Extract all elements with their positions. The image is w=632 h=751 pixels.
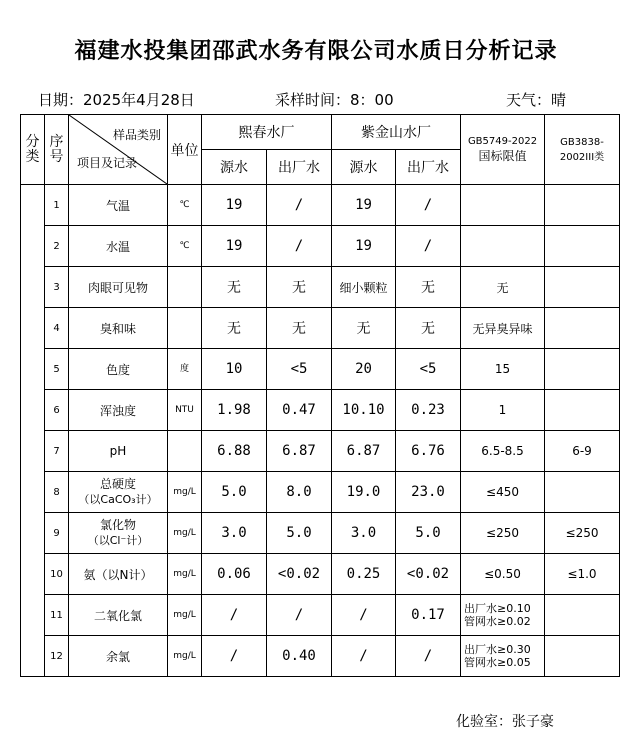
p2-raw-cell: 3.0 bbox=[332, 513, 396, 554]
seq-cell: 6 bbox=[45, 390, 69, 431]
unit-cell: mg/L bbox=[168, 554, 202, 595]
std1-cell: ≤250 bbox=[461, 513, 545, 554]
item-cell: 气温 bbox=[69, 185, 168, 226]
seq-cell: 9 bbox=[45, 513, 69, 554]
table-row bbox=[21, 390, 620, 431]
header-p1-out: 出厂水 bbox=[267, 150, 332, 185]
p1-raw-cell: 无 bbox=[202, 308, 267, 349]
header-category-text: 分类 bbox=[25, 133, 40, 165]
std1-cell: 无异臭异味 bbox=[461, 308, 545, 349]
header-seq bbox=[45, 115, 69, 185]
header-p1-raw: 源水 bbox=[202, 150, 267, 185]
p1-raw-cell: 1.98 bbox=[202, 390, 267, 431]
item-cell: 氨（以N计） bbox=[69, 554, 168, 595]
std2-cell: ≤250 bbox=[545, 513, 620, 554]
item-cell: 色度 bbox=[69, 349, 168, 390]
unit-cell: 度 bbox=[168, 349, 202, 390]
p2-raw-cell: 细小颗粒 bbox=[332, 267, 396, 308]
item-cell: 水温 bbox=[69, 226, 168, 267]
header-unit: 单位 bbox=[168, 115, 202, 185]
unit-cell: mg/L bbox=[168, 472, 202, 513]
p1-out-cell: 无 bbox=[267, 267, 332, 308]
p2-out-cell: 0.23 bbox=[396, 390, 461, 431]
p2-raw-cell: 10.10 bbox=[332, 390, 396, 431]
p2-out-cell: <5 bbox=[396, 349, 461, 390]
p2-raw-cell: 20 bbox=[332, 349, 396, 390]
p1-out-cell: / bbox=[267, 595, 332, 636]
water-quality-table bbox=[20, 114, 620, 677]
p1-raw-cell: 19 bbox=[202, 226, 267, 267]
seq-cell: 4 bbox=[45, 308, 69, 349]
std2-cell: 6-9 bbox=[545, 431, 620, 472]
std2-cell bbox=[545, 636, 620, 677]
table-row bbox=[21, 554, 620, 595]
std1-line-network: 管网水≥0.02 bbox=[464, 615, 531, 628]
p1-out-cell: 0.47 bbox=[267, 390, 332, 431]
category-cell bbox=[21, 185, 45, 677]
unit-cell: ℃ bbox=[168, 185, 202, 226]
header-p2-raw: 源水 bbox=[332, 150, 396, 185]
std1-cell: ≤0.50 bbox=[461, 554, 545, 595]
header-std1-line2: 国标限值 bbox=[478, 148, 527, 163]
p2-raw-cell: 19 bbox=[332, 226, 396, 267]
table-row bbox=[21, 595, 620, 636]
std2-cell bbox=[545, 185, 620, 226]
diag-bottom-label: 项目及记录 bbox=[77, 156, 138, 170]
p2-out-cell: / bbox=[396, 636, 461, 677]
unit-cell: NTU bbox=[168, 390, 202, 431]
item-basis: （以CaCO₃计） bbox=[78, 493, 158, 506]
item-cell: 肉眼可见物 bbox=[69, 267, 168, 308]
date-label: 日期：2025年4月28日 bbox=[38, 91, 195, 109]
header-p2-out: 出厂水 bbox=[396, 150, 461, 185]
p1-raw-cell: 5.0 bbox=[202, 472, 267, 513]
p1-raw-cell: 10 bbox=[202, 349, 267, 390]
p2-raw-cell: / bbox=[332, 595, 396, 636]
std1-cell: 15 bbox=[461, 349, 545, 390]
std1-line-plant: 出厂水≥0.30 bbox=[464, 643, 531, 656]
p1-out-cell: <0.02 bbox=[267, 554, 332, 595]
std1-cell: 无 bbox=[461, 267, 545, 308]
header-plant1: 熙春水厂 bbox=[202, 115, 332, 150]
p2-out-cell: 0.17 bbox=[396, 595, 461, 636]
header-std1 bbox=[461, 115, 545, 185]
p2-out-cell: 无 bbox=[396, 308, 461, 349]
seq-cell: 2 bbox=[45, 226, 69, 267]
p1-out-cell: 5.0 bbox=[267, 513, 332, 554]
header-row-1 bbox=[21, 115, 620, 150]
unit-cell: mg/L bbox=[168, 636, 202, 677]
std2-cell bbox=[545, 267, 620, 308]
table-row bbox=[21, 431, 620, 472]
unit-cell: mg/L bbox=[168, 595, 202, 636]
item-cell: 浑浊度 bbox=[69, 390, 168, 431]
std1-line-plant: 出厂水≥0.10 bbox=[464, 602, 531, 615]
seq-cell: 1 bbox=[45, 185, 69, 226]
p1-out-cell: 6.87 bbox=[267, 431, 332, 472]
std1-cell: ≤450 bbox=[461, 472, 545, 513]
page-title: 福建水投集团邵武水务有限公司水质日分析记录 bbox=[74, 39, 558, 64]
p1-raw-cell: 0.06 bbox=[202, 554, 267, 595]
p2-raw-cell: / bbox=[332, 636, 396, 677]
p2-out-cell: <0.02 bbox=[396, 554, 461, 595]
p1-out-cell: <5 bbox=[267, 349, 332, 390]
table-row bbox=[21, 226, 620, 267]
table-row bbox=[21, 267, 620, 308]
p1-out-cell: 8.0 bbox=[267, 472, 332, 513]
item-cell: pH bbox=[69, 431, 168, 472]
std2-cell bbox=[545, 308, 620, 349]
header-seq-text: 序号 bbox=[49, 133, 64, 165]
p2-raw-cell: 19 bbox=[332, 185, 396, 226]
p1-raw-cell: / bbox=[202, 636, 267, 677]
std1-cell bbox=[461, 185, 545, 226]
table-row bbox=[21, 636, 620, 677]
p1-raw-cell: 3.0 bbox=[202, 513, 267, 554]
p1-out-cell: 无 bbox=[267, 308, 332, 349]
header-std2-line2: 2002III类 bbox=[559, 151, 605, 163]
item-name: 氯化物 bbox=[99, 518, 136, 532]
header-diagonal-cell bbox=[69, 115, 168, 185]
header-std2 bbox=[545, 115, 620, 185]
p2-out-cell: / bbox=[396, 226, 461, 267]
std1-cell: 6.5-8.5 bbox=[461, 431, 545, 472]
std1-cell bbox=[461, 226, 545, 267]
std2-cell bbox=[545, 226, 620, 267]
std1-cell bbox=[461, 595, 545, 636]
item-cell: 二氧化氯 bbox=[69, 595, 168, 636]
std2-cell: ≤1.0 bbox=[545, 554, 620, 595]
seq-cell: 11 bbox=[45, 595, 69, 636]
p1-out-cell: / bbox=[267, 185, 332, 226]
unit-cell: mg/L bbox=[168, 513, 202, 554]
diag-top-label: 样品类别 bbox=[112, 128, 161, 142]
p2-raw-cell: 无 bbox=[332, 308, 396, 349]
std1-cell: 1 bbox=[461, 390, 545, 431]
seq-cell: 10 bbox=[45, 554, 69, 595]
seq-cell: 5 bbox=[45, 349, 69, 390]
header-std1-line1: GB5749-2022 bbox=[467, 135, 538, 147]
item-cell: 余氯 bbox=[69, 636, 168, 677]
item-cell: 臭和味 bbox=[69, 308, 168, 349]
std2-cell bbox=[545, 595, 620, 636]
p1-out-cell: / bbox=[267, 226, 332, 267]
header-plant2: 紫金山水厂 bbox=[332, 115, 461, 150]
table-row bbox=[21, 349, 620, 390]
unit-cell bbox=[168, 308, 202, 349]
table-row bbox=[21, 472, 620, 513]
seq-cell: 7 bbox=[45, 431, 69, 472]
p2-out-cell: / bbox=[396, 185, 461, 226]
weather-label: 天气：晴 bbox=[506, 91, 567, 109]
unit-cell: ℃ bbox=[168, 226, 202, 267]
std2-cell bbox=[545, 349, 620, 390]
lab-signature: 化验室：张子豪 bbox=[456, 714, 554, 730]
table-row bbox=[21, 308, 620, 349]
std1-line-network: 管网水≥0.05 bbox=[464, 656, 531, 669]
p2-raw-cell: 19.0 bbox=[332, 472, 396, 513]
p1-raw-cell: 无 bbox=[202, 267, 267, 308]
p2-out-cell: 无 bbox=[396, 267, 461, 308]
p2-raw-cell: 0.25 bbox=[332, 554, 396, 595]
p2-out-cell: 6.76 bbox=[396, 431, 461, 472]
seq-cell: 8 bbox=[45, 472, 69, 513]
item-basis: （以Cl⁻计） bbox=[87, 534, 149, 547]
p1-raw-cell: 6.88 bbox=[202, 431, 267, 472]
seq-cell: 12 bbox=[45, 636, 69, 677]
std2-cell bbox=[545, 390, 620, 431]
seq-cell: 3 bbox=[45, 267, 69, 308]
table-row bbox=[21, 185, 620, 226]
header-std2-line1: GB3838- bbox=[560, 136, 604, 148]
unit-cell bbox=[168, 267, 202, 308]
std1-cell bbox=[461, 636, 545, 677]
item-cell bbox=[69, 513, 168, 554]
p1-out-cell: 0.40 bbox=[267, 636, 332, 677]
p2-out-cell: 23.0 bbox=[396, 472, 461, 513]
item-cell bbox=[69, 472, 168, 513]
p2-raw-cell: 6.87 bbox=[332, 431, 396, 472]
unit-cell bbox=[168, 431, 202, 472]
p1-raw-cell: / bbox=[202, 595, 267, 636]
std2-cell bbox=[545, 472, 620, 513]
table-row bbox=[21, 513, 620, 554]
item-name: 总硬度 bbox=[99, 477, 136, 491]
p2-out-cell: 5.0 bbox=[396, 513, 461, 554]
header-category bbox=[21, 115, 45, 185]
sample-time-label: 采样时间：8：00 bbox=[275, 91, 394, 109]
p1-raw-cell: 19 bbox=[202, 185, 267, 226]
